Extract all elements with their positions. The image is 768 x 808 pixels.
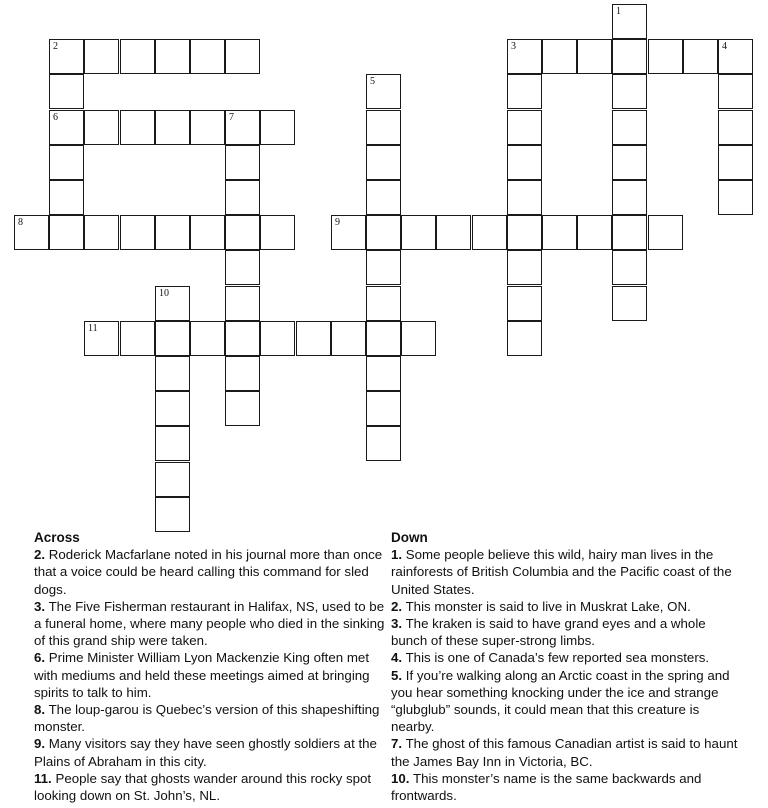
grid-cell[interactable]: [190, 110, 225, 145]
clue-number-label: 8: [18, 217, 23, 228]
down-clue-1: [391, 546, 741, 598]
grid-cell[interactable]: [155, 321, 190, 356]
grid-cell[interactable]: [683, 39, 718, 74]
across-clue-3: [34, 598, 386, 650]
clue-text: Many visitors say they have seen ghostly soldiers at the Plains of Abraham in this city.: [34, 736, 377, 769]
grid-cell[interactable]: [120, 215, 155, 250]
down-heading: Down: [391, 530, 428, 545]
grid-cell[interactable]: [190, 39, 225, 74]
grid-cell[interactable]: [718, 74, 753, 109]
grid-cell[interactable]: [366, 391, 401, 426]
grid-cell[interactable]: [84, 321, 119, 356]
grid-cell[interactable]: [331, 215, 366, 250]
grid-cell[interactable]: [366, 74, 401, 109]
clue-text: People say that ghosts wander around this rocky spot looking down on St. John’s, NL.: [34, 770, 372, 804]
grid-cell[interactable]: [612, 250, 647, 285]
clue-text: The ghost of this famous Canadian artist is said to haunt the James Bay Inn in Victoria, BC.: [391, 736, 738, 769]
grid-cell[interactable]: [155, 391, 190, 426]
clue-text: The loup-garou is Quebec’s version of this shapeshifting monster.: [34, 702, 380, 735]
grid-cell[interactable]: [401, 321, 436, 356]
grid-cell[interactable]: [718, 110, 753, 145]
grid-cell[interactable]: [366, 426, 401, 461]
clue-number-label: 4: [722, 41, 727, 52]
grid-cell[interactable]: [718, 39, 753, 74]
grid-cell[interactable]: [155, 426, 190, 461]
clue-number-label: 7: [229, 112, 234, 123]
grid-cell[interactable]: [366, 180, 401, 215]
grid-cell[interactable]: [225, 39, 260, 74]
clue-number: 3.: [34, 598, 46, 614]
grid-cell[interactable]: [648, 215, 683, 250]
across-clue-8: [34, 701, 386, 735]
clue-number: 8.: [34, 702, 46, 718]
grid-cell[interactable]: [190, 215, 225, 250]
clue-text: The kraken is said to have grand eyes and a whole bunch of these super-strong limbs.: [391, 616, 706, 649]
grid-cell[interactable]: [260, 321, 295, 356]
grid-cell[interactable]: [120, 39, 155, 74]
down-clue-4: [391, 649, 741, 666]
grid-cell[interactable]: [612, 286, 647, 321]
clue-number: 7.: [391, 736, 403, 752]
clue-text: If you’re walking along an Arctic coast in the spring and you hear something knocking under the ice and strange “glubglub” sounds, it could mean that this creature is nearby.: [391, 667, 730, 735]
grid-cell[interactable]: [542, 215, 577, 250]
grid-cell[interactable]: [401, 215, 436, 250]
grid-cell[interactable]: [296, 321, 331, 356]
grid-cell[interactable]: [507, 250, 542, 285]
down-clue-5: [391, 667, 741, 736]
grid-cell[interactable]: [120, 321, 155, 356]
grid-cell[interactable]: [49, 215, 84, 250]
grid-cell[interactable]: [436, 215, 471, 250]
clue-number: 9.: [34, 736, 46, 752]
grid-cell[interactable]: [612, 215, 647, 250]
across-clue-11: [34, 770, 386, 804]
clue-number-label: 3: [511, 41, 516, 52]
grid-cell[interactable]: [49, 110, 84, 145]
grid-cell[interactable]: [225, 250, 260, 285]
clue-number-label: 5: [370, 76, 375, 87]
grid-cell[interactable]: [612, 145, 647, 180]
grid-cell[interactable]: [155, 110, 190, 145]
grid-cell[interactable]: [718, 145, 753, 180]
grid-cell[interactable]: [225, 145, 260, 180]
grid-cell[interactable]: [155, 215, 190, 250]
grid-cell[interactable]: [612, 180, 647, 215]
grid-cell[interactable]: [225, 391, 260, 426]
clue-number: 4.: [391, 650, 403, 666]
clue-number-label: 6: [53, 112, 58, 123]
grid-cell[interactable]: [718, 180, 753, 215]
clue-number-label: 10: [159, 288, 169, 299]
grid-cell[interactable]: [260, 215, 295, 250]
grid-cell[interactable]: [507, 286, 542, 321]
grid-cell[interactable]: [366, 110, 401, 145]
grid-cell[interactable]: [225, 356, 260, 391]
grid-cell[interactable]: [612, 74, 647, 109]
grid-cell[interactable]: [120, 110, 155, 145]
clue-text: Roderick Macfarlane noted in his journal more than once that a voice could be heard calling this command for sled dogs.: [34, 547, 383, 597]
grid-cell[interactable]: [366, 145, 401, 180]
clue-text: This monster’s name is the same backwards and frontwards.: [391, 770, 702, 804]
grid-cell[interactable]: [155, 497, 190, 532]
grid-cell[interactable]: [507, 180, 542, 215]
clue-number: 3.: [391, 616, 403, 632]
grid-cell[interactable]: [225, 215, 260, 250]
clue-number-label: 1: [616, 6, 621, 17]
clue-number: 10.: [391, 770, 410, 786]
clue-number: 6.: [34, 650, 46, 666]
grid-cell[interactable]: [366, 250, 401, 285]
grid-cell[interactable]: [366, 286, 401, 321]
grid-cell[interactable]: [331, 321, 366, 356]
grid-cell[interactable]: [366, 356, 401, 391]
across-clue-9: [34, 735, 386, 769]
grid-cell[interactable]: [225, 321, 260, 356]
grid-cell[interactable]: [577, 215, 612, 250]
down-clue-7: [391, 735, 741, 769]
across-heading: Across: [34, 530, 80, 545]
grid-cell[interactable]: [155, 286, 190, 321]
clue-number: 1.: [391, 547, 403, 563]
grid-cell[interactable]: [507, 74, 542, 109]
grid-cell[interactable]: [84, 39, 119, 74]
grid-cell[interactable]: [190, 321, 225, 356]
clue-number-label: 9: [335, 217, 340, 228]
grid-cell[interactable]: [155, 462, 190, 497]
grid-cell[interactable]: [507, 321, 542, 356]
down-clue-3: [391, 615, 741, 649]
clue-number-label: 11: [88, 323, 98, 334]
clue-text: This monster is said to live in Muskrat Lake, ON.: [405, 598, 691, 614]
grid-cell[interactable]: [14, 215, 49, 250]
grid-cell[interactable]: [507, 145, 542, 180]
grid-cell[interactable]: [507, 39, 542, 74]
grid-cell[interactable]: [472, 215, 507, 250]
grid-cell[interactable]: [49, 180, 84, 215]
clue-number: 2.: [391, 598, 403, 614]
grid-cell[interactable]: [612, 110, 647, 145]
grid-cell[interactable]: [507, 215, 542, 250]
across-clues: [34, 529, 386, 804]
clue-number: 5.: [391, 667, 403, 683]
grid-cell[interactable]: [612, 39, 647, 74]
grid-cell[interactable]: [542, 39, 577, 74]
down-clues: [391, 529, 741, 804]
down-clue-2: [391, 598, 741, 615]
grid-cell[interactable]: [84, 215, 119, 250]
grid-cell[interactable]: [225, 180, 260, 215]
clue-number: 2.: [34, 547, 46, 563]
grid-cell[interactable]: [49, 74, 84, 109]
grid-cell[interactable]: [155, 39, 190, 74]
grid-cell[interactable]: [612, 4, 647, 39]
grid-cell[interactable]: [225, 286, 260, 321]
grid-cell[interactable]: [507, 110, 542, 145]
grid-cell[interactable]: [225, 110, 260, 145]
grid-cell[interactable]: [648, 39, 683, 74]
grid-cell[interactable]: [260, 110, 295, 145]
grid-cell[interactable]: [84, 110, 119, 145]
clue-text: This is one of Canada’s few reported sea monsters.: [405, 650, 710, 666]
grid-cell[interactable]: [366, 215, 401, 250]
clue-text: Some people believe this wild, hairy man lives in the rainforests of British Columbia and the Pacific coast of the United States.: [391, 547, 732, 597]
clue-number: 11.: [34, 770, 52, 786]
grid-cell[interactable]: [155, 356, 190, 391]
grid-cell[interactable]: [49, 145, 84, 180]
clue-number-label: 2: [53, 41, 58, 52]
grid-cell[interactable]: [366, 321, 401, 356]
across-clue-2: [34, 546, 386, 598]
clue-text: Prime Minister William Lyon Mackenzie King often met with mediums and held these meetings aimed at bringing spirits to talk to him.: [34, 650, 370, 700]
down-clue-10: [391, 770, 741, 804]
grid-cell[interactable]: [577, 39, 612, 74]
grid-cell[interactable]: [49, 39, 84, 74]
across-clue-6: [34, 649, 386, 701]
clue-text: The Five Fisherman restaurant in Halifax, NS, used to be a funeral home, where many people who died in the sinking of this grand ship were taken.: [34, 598, 385, 649]
